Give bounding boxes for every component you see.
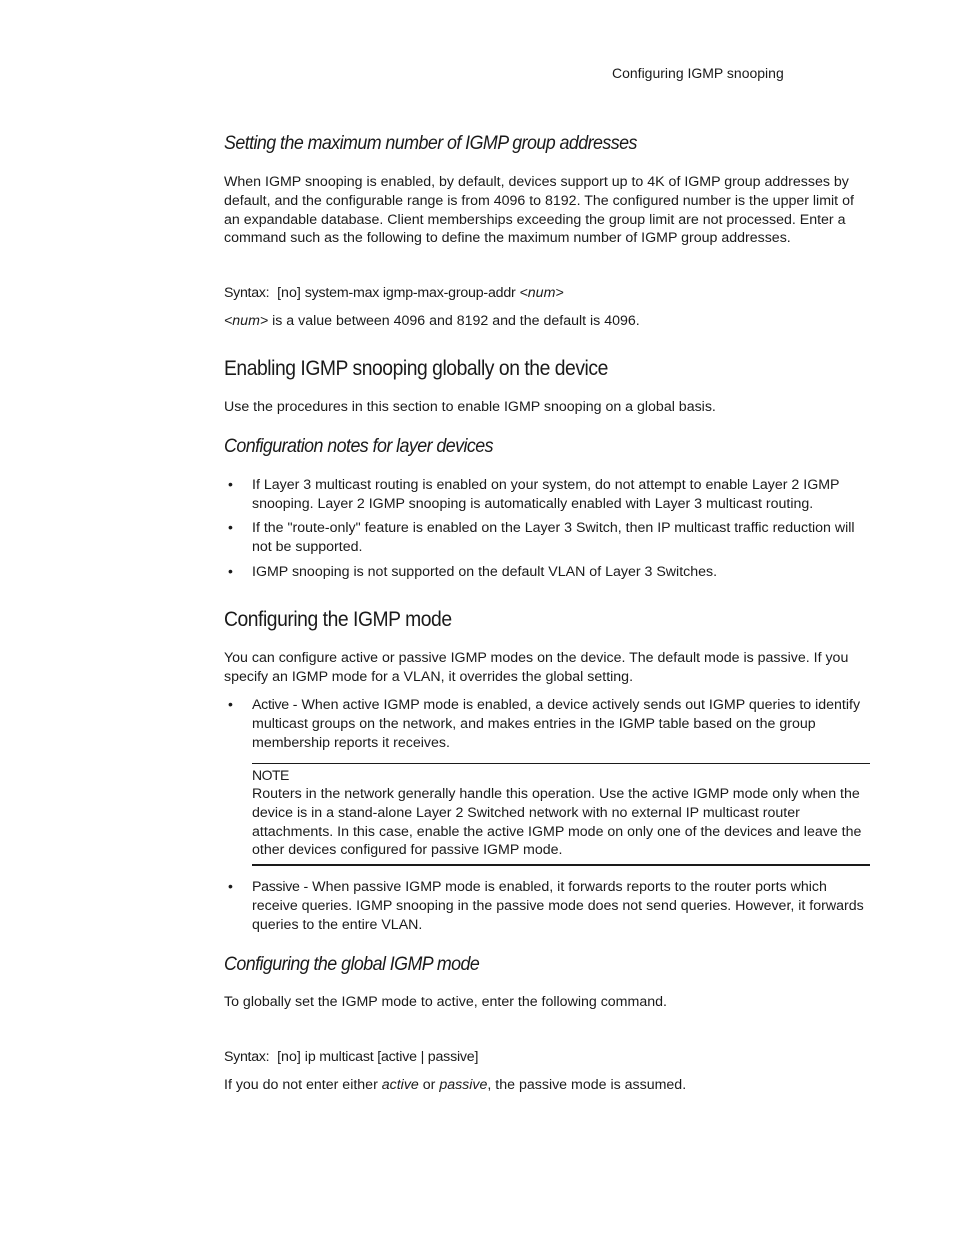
bullet-dot: • [228,878,233,894]
note-top-rule [252,763,870,764]
bullet-dot: • [228,519,233,535]
paragraph-max-group-intro: When IGMP snooping is enabled, by default, devices support up to 4K of IGMP group addresses by default, and the configurable range is from 4096 to 8192. The configured number is the upper limit of an expandable database. Client memberships exceeding the group limit are not processed. Enter a command such as the following to define the maximum number of IGMP group addresses. [224,174,854,247]
bullet-dot: • [228,563,233,579]
list-item-passive-mode [252,878,870,934]
text-fragment: or [418,1077,440,1093]
section-heading-global-mode: Configuring the global IGMP mode [224,954,480,975]
paragraph-global-mode: To globally set the IGMP mode to active, enter the following command. [224,994,667,1010]
param-name: <num> [224,313,269,329]
note-text: Routers in the network generally handle this operation. Use the active IGMP mode only when the device is in a stand-alone Layer 2 Switched network with no external IP multicast router attachments. In this case, enable the active IGMP mode on only one of the devices and leave the other devices configured for passive IGMP mode. [252,786,862,859]
param-description-num [224,312,870,331]
paragraph-igmp-mode: You can configure active or passive IGMP modes on the device. The default mode is passive. If you specify an IGMP mode for a VLAN, it overrides the global setting. [224,650,849,685]
syntax-label: Syntax: [224,1049,270,1065]
syntax-line-max-group [224,284,870,303]
passive-description: - When passive IGMP mode is enabled, it forwards reports to the router ports which receive queries. IGMP snooping in the passive mode does not send queries. However, it forwards queries to the entire VLAN. [252,879,864,933]
bullet-dot: • [228,476,233,492]
syntax-command: p multicast [active | passive] [307,1049,479,1065]
keyword-active: active [381,1077,419,1093]
syntax-no-option: [no] i [277,1049,308,1065]
running-header: Configuring IGMP snooping [612,65,784,81]
text-fragment: If you do not enter either [224,1077,382,1093]
list-item-note-3: IGMP snooping is not supported on the default VLAN of Layer 3 Switches. [252,564,718,580]
note-label: NOTE [252,767,289,783]
term-active: Active [252,697,289,713]
text-fragment: , the passive mode is assumed. [487,1077,687,1093]
section-heading-igmp-mode: Configuring the IGMP mode [224,608,452,631]
syntax-label: Syntax: [224,285,270,301]
keyword-passive: passive [439,1077,488,1093]
list-item-active-mode [252,696,870,752]
syntax-command: system-max igmp-max-group-addr [304,285,516,301]
syntax-no-option: [no] [277,285,301,301]
bullet-dot: • [228,696,233,712]
list-item-note-1: If Layer 3 multicast routing is enabled on your system, do not attempt to enable Layer 2 IGMP snooping. Layer 2 IGMP snooping is automatically enabled with Layer 3 multicast routing. [252,477,840,512]
active-description: - When active IGMP mode is enabled, a device actively sends out IGMP queries to identify multicast groups on the network, and makes entries in the IGMP table based on the group membership reports it receives. [252,697,861,751]
paragraph-enable-globally: Use the procedures in this section to enable IGMP snooping on a global basis. [224,399,716,415]
section-heading-enable-globally: Enabling IGMP snooping globally on the device [224,357,608,380]
note-bottom-rule [252,864,870,866]
list-item-note-2: If the "route-only" feature is enabled on the Layer 3 Switch, then IP multicast traffic reduction will not be supported. [252,520,855,555]
syntax-argument: <num> [519,285,564,301]
term-passive: Passive [252,879,300,895]
section-heading-max-group-addresses: Setting the maximum number of IGMP group addresses [224,133,637,154]
param-desc: is a value between 4096 and 8192 and the default is 4096. [268,313,640,329]
section-heading-config-notes: Configuration notes for layer devices [224,436,494,457]
syntax-line-global-mode [224,1048,870,1067]
paragraph-default-mode [224,1076,870,1095]
